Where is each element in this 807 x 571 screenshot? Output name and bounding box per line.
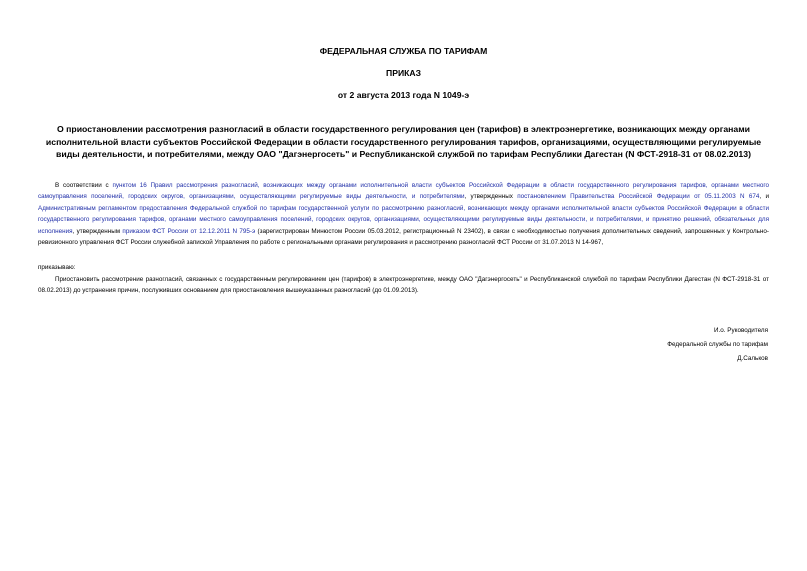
preamble-text-1: В соответствии с (55, 182, 113, 189)
preamble-text-3: , и (759, 193, 770, 201)
signature-organization: Федеральной службы по тарифам (667, 341, 768, 348)
organization-title: ФЕДЕРАЛЬНАЯ СЛУЖБА ПО ТАРИФАМ (319, 46, 488, 56)
preamble-text-2: , утвержденных (464, 193, 518, 201)
order-paragraph: Приостановить рассмотрение разногласий, связанных с государственным регулированием цен (тарифов) в электроэнергетике, между ОАО "Дагэнергосеть" и Республиканской службой по тарифам Республики Дагестан (N ФСТ-2918-31 от 08.02.2013) до устранения причин, послуживших основанием для приостановления вышеуказанных разногласий (до 01.09.2013). (38, 276, 769, 295)
preamble-paragraph (38, 180, 769, 248)
document-subject: О приостановлении рассмотрения разногласий в области государственного регулирования цен (тарифов) в электроэнергетике, возникающих между органами исполнительной власти субъектов Российской Федерации в области государственного регулирования тарифов, организациями, осуществляющими регулируемые виды деятельности, и потребителями, между ОАО "Дагэнергосеть" и Республиканской службой по тарифам Республики Дагестан (N ФСТ-2918-31 от 08.02.2013) (45, 124, 762, 159)
preamble-text-5: (зарегистрирован Минюстом России 05.03.2012, регистрационный N 23402), в связи с необходимостью получения дополнительных сведений, запрошенных у Контрольно-ревизионного управления ФСТ России служебной запиской Управления по работе с региональными органами регулирования и рассмотрению разногласий ФСТ России от 31.07.2013 N 14-967, (38, 227, 769, 247)
signature-name: Д.Сальков (737, 355, 768, 362)
order-keyword: приказываю: (38, 264, 76, 271)
signature-position: И.о. Руководителя (714, 327, 768, 334)
administrative-regulation-link[interactable]: Административным регламентом предоставления Федеральной службой по тарифам государственной услуги по рассмотрению разногласий, возникающих между органами исполнительной власти субъектов Российской Федерации в области государственного регулирования тарифов, органами местного самоуправления поселений, городских округов, организациями, осуществляющими регулируемые виды деятельности, и потребителями, и принятию решений, обязательных для исполнения (38, 204, 769, 235)
rules-clause-link[interactable]: пунктом 16 Правил рассмотрения разногласий, возникающих между органами исполнительной власти субъектов Российской Федерации в области государственного регулирования тарифов, органами местного самоуправления поселений, городских округов, организациями, осуществляющими регулируемые виды деятельности, и потребителями (38, 182, 770, 201)
fst-order-link[interactable]: приказом ФСТ России от 12.12.2011 N 795-э (122, 227, 256, 235)
government-decree-link[interactable]: постановлением Правительства Российской Федерации от 05.11.2003 N 674 (517, 193, 760, 201)
document-date-number: от 2 августа 2013 года N 1049-э (337, 90, 470, 100)
document-type: ПРИКАЗ (386, 68, 421, 78)
preamble-text-4: , утвержденным (72, 227, 123, 235)
